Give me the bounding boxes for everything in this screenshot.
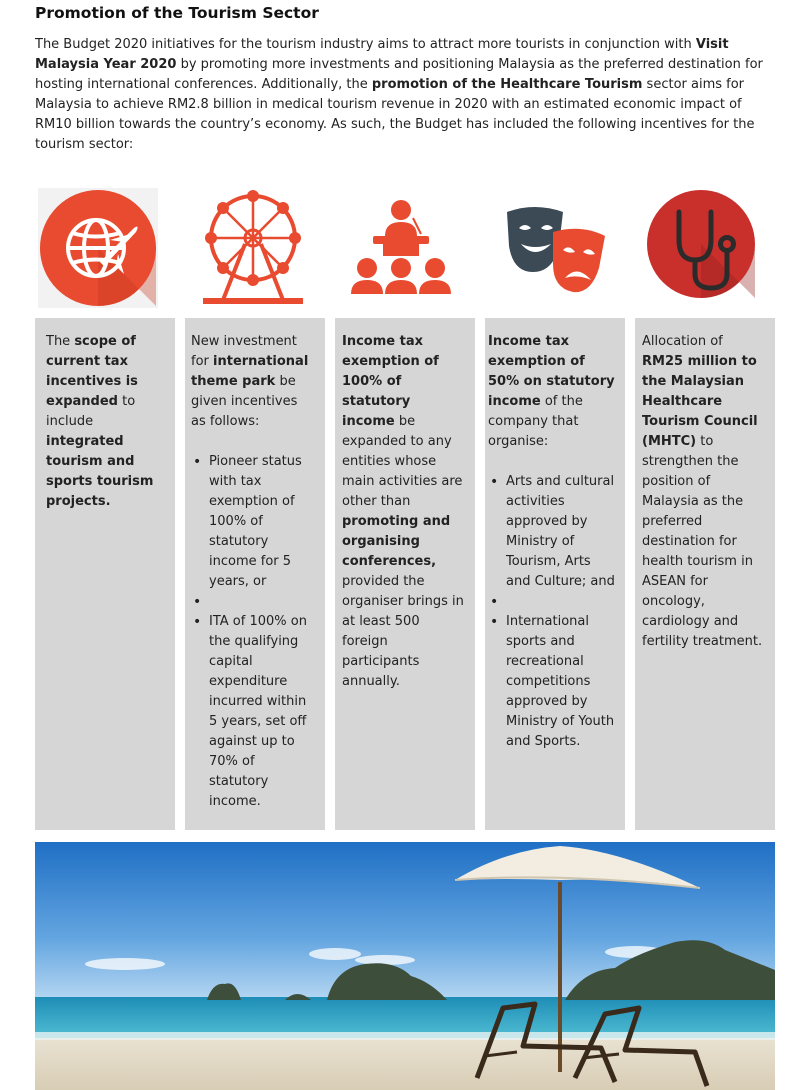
panel-text: The scope of current tax incentives is expanded to include integrated tourism and sports tourism projects. xyxy=(46,334,154,509)
intro-paragraph: The Budget 2020 initiatives for the tourism industry aims to attract more tourists in conjunction with Visit Malaysia Year 2020 by promoting more investments and positioning Malaysia as the preferred destination for hosting international conferences. Additionally, the promotion of the Healthcare Tourism sector aims for Malaysia to achieve RM2.8 billion in medical tourism revenue in 2020 with an estimated economic impact of RM10 billion towards the country’s economy. As such, the Budget has included the following incentives for the tourism sector: xyxy=(35,37,763,152)
incentive-panel-healthcare xyxy=(635,318,775,830)
list-item: • Arts and cultural activities approved by Ministry of Tourism, Arts and Culture; and xyxy=(488,472,615,592)
beach-umbrella-loungers-photo xyxy=(35,842,775,1090)
stethoscope-icon xyxy=(645,188,765,308)
list-item: • International sports and recreational competitions approved by Ministry of Youth and Sports. xyxy=(488,612,615,752)
panel-text: New investment for international theme park be given incentives as follows: xyxy=(191,334,309,429)
globe-plane-icon xyxy=(38,188,158,308)
theatre-masks-icon xyxy=(495,188,615,308)
panel-text: Allocation of RM25 million to the Malaysian Healthcare Tourism Council (MHTC) to strengthen the position of Malaysia as the preferred destination for health tourism in ASEAN for oncology, cardiology and fertility treatment. xyxy=(642,334,763,649)
incentive-panel-conferences xyxy=(335,318,475,830)
incentive-panel-theme-park xyxy=(185,318,325,830)
page-title: Promotion of the Tourism Sector xyxy=(35,4,319,22)
panel-text: Income tax exemption of 100% of statutory income be expanded to any entities whose main activities are other than promoting and organising conferences, provided the organiser brings in at least 500 foreign participants annually. xyxy=(342,334,464,689)
ferris-wheel-icon xyxy=(193,188,313,308)
list-item: • Pioneer status with tax exemption of 100% of statutory income for 5 years, or xyxy=(191,452,315,592)
panel-text: Income tax exemption of 50% on statutory income of the company that organise: xyxy=(488,334,615,449)
incentive-panel-arts-sports xyxy=(485,318,625,830)
incentive-list xyxy=(488,472,615,752)
incentive-panel-integrated-tourism xyxy=(35,318,175,830)
list-item: • ITA of 100% on the qualifying capital expenditure incurred within 5 years, set off against up to 70% of statutory income. xyxy=(191,612,315,812)
conference-speaker-icon xyxy=(343,188,463,308)
incentive-list xyxy=(191,452,315,812)
